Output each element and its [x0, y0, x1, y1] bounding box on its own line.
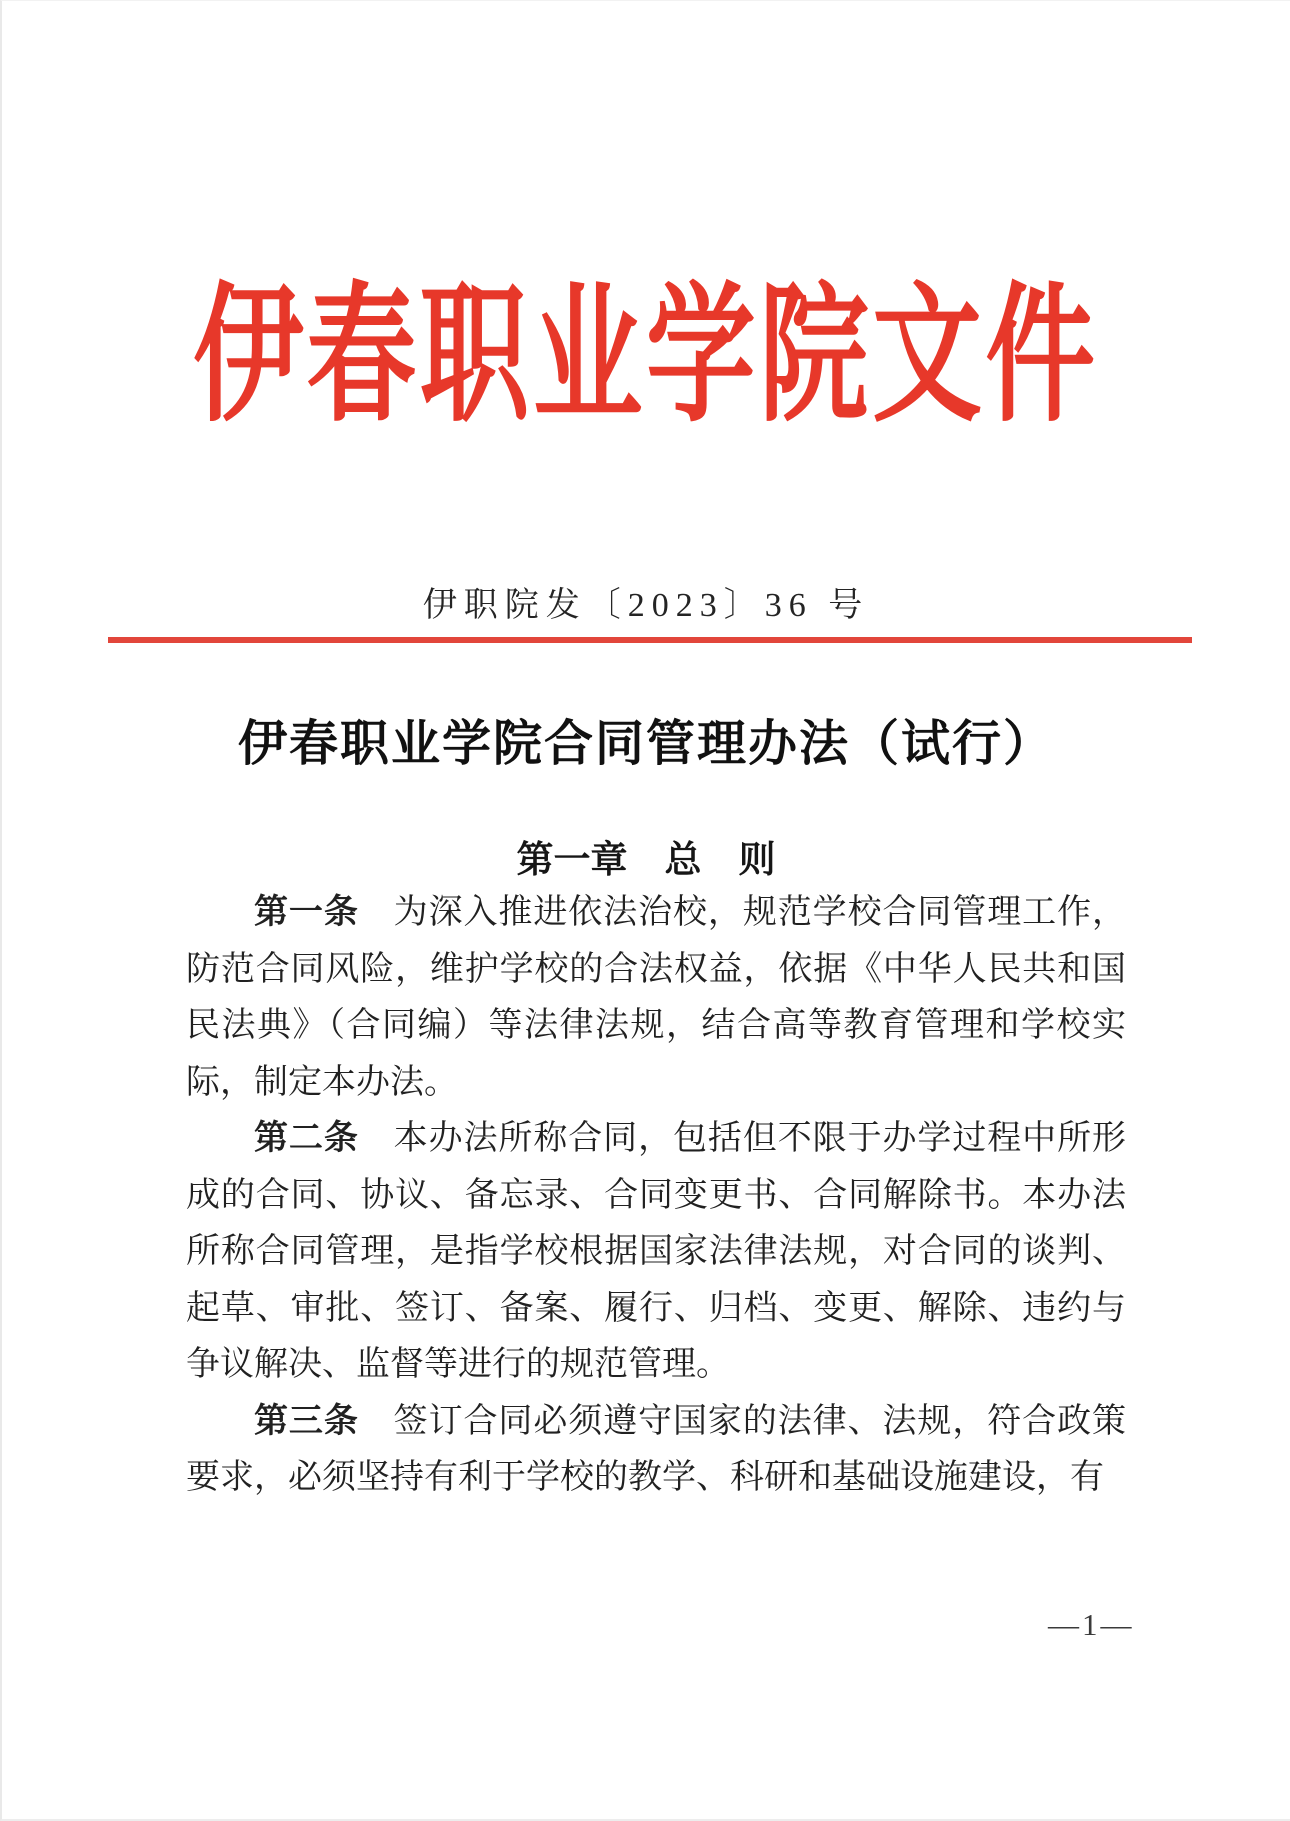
- article-paragraph-3: [186, 1394, 1126, 1507]
- article-2-text: 本办法所称合同，包括但不限于办学过程中所形成的合同、协议、备忘录、合同变更书、合同解除书。本办法所称合同管理，是指学校根据国家法律法规，对合同的谈判、起草、审批、签订、备案、履行、归档、变更、解除、违约与争议解决、监督等进行的规范管理。: [186, 1120, 1126, 1383]
- article-3-text: 签订合同必须遵守国家的法律、法规，符合政策要求，必须坚持有利于学校的教学、科研和基础设施建设，有: [186, 1402, 1126, 1496]
- masthead-title: 伊春职业学院文件: [193, 274, 1099, 440]
- article-2-label: 第二条: [254, 1120, 359, 1157]
- red-header-masthead: [2, 274, 1290, 483]
- article-paragraph-1: [186, 885, 1126, 1111]
- article-paragraph-2: [186, 1111, 1126, 1394]
- article-1-text: 为深入推进依法治校，规范学校合同管理工作，防范合同风险，维护学校的合法权益，依据《中华人民共和国民法典》（合同编）等法律法规，结合高等教育管理和学校实际，制定本办法。: [186, 894, 1126, 1101]
- document-title: 伊春职业学院合同管理办法（试行）: [237, 716, 1054, 771]
- chapter-heading: 第一章 总 则: [516, 840, 776, 881]
- document-body: [186, 885, 1126, 1507]
- document-number: 伊职院发〔2023〕36 号: [422, 587, 870, 624]
- red-separator-rule: [108, 637, 1192, 643]
- article-1-label: 第一条: [254, 894, 359, 931]
- page-number: —1—: [1048, 1607, 1135, 1642]
- article-3-label: 第三条: [254, 1402, 359, 1440]
